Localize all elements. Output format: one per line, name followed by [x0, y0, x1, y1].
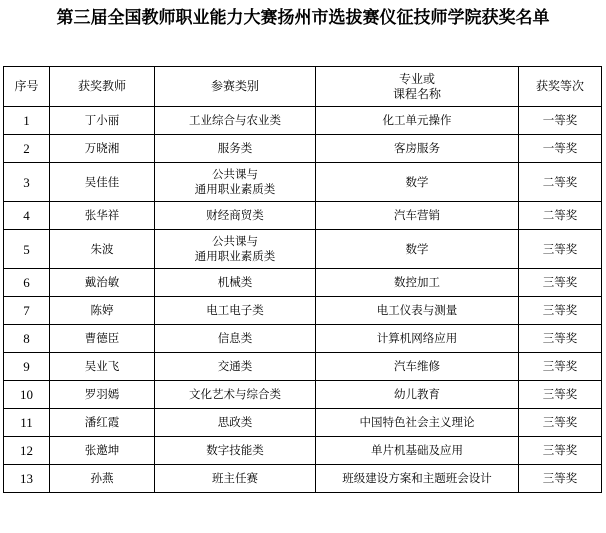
cell-teacher: 吴佳佳	[50, 163, 155, 202]
cell-award: 二等奖	[519, 163, 602, 202]
table-row	[4, 135, 602, 163]
cell-category-line1: 公共课与	[212, 167, 258, 181]
cell-category	[155, 163, 316, 202]
header-teacher: 获奖教师	[50, 67, 155, 107]
table-row	[4, 381, 602, 409]
cell-teacher: 陈婷	[50, 297, 155, 325]
cell-major: 数学	[316, 230, 519, 269]
cell-major: 班级建设方案和主题班会设计	[316, 465, 519, 493]
table-row	[4, 409, 602, 437]
cell-no: 6	[4, 269, 50, 297]
cell-teacher: 吴业飞	[50, 353, 155, 381]
cell-teacher: 罗羽嫣	[50, 381, 155, 409]
cell-category: 信息类	[155, 325, 316, 353]
cell-category	[155, 230, 316, 269]
cell-award: 三等奖	[519, 437, 602, 465]
cell-category: 数字技能类	[155, 437, 316, 465]
cell-no: 5	[4, 230, 50, 269]
table-row	[4, 107, 602, 135]
cell-major: 汽车营销	[316, 202, 519, 230]
cell-award: 一等奖	[519, 107, 602, 135]
header-major	[316, 67, 519, 107]
table-row	[4, 202, 602, 230]
cell-no: 8	[4, 325, 50, 353]
cell-no: 9	[4, 353, 50, 381]
header-category: 参赛类别	[155, 67, 316, 107]
award-list-table	[3, 66, 602, 493]
cell-teacher: 张华祥	[50, 202, 155, 230]
cell-award: 三等奖	[519, 353, 602, 381]
cell-award: 三等奖	[519, 269, 602, 297]
cell-award: 三等奖	[519, 381, 602, 409]
cell-category: 工业综合与农业类	[155, 107, 316, 135]
document-title: 第三届全国教师职业能力大赛扬州市选拔赛仪征技师学院获奖名单	[56, 8, 550, 28]
table-row	[4, 297, 602, 325]
cell-category: 服务类	[155, 135, 316, 163]
cell-category: 文化艺术与综合类	[155, 381, 316, 409]
cell-no: 7	[4, 297, 50, 325]
cell-award: 一等奖	[519, 135, 602, 163]
cell-major: 客房服务	[316, 135, 519, 163]
table-row	[4, 230, 602, 269]
cell-category-line2: 通用职业素质类	[194, 182, 276, 196]
cell-award: 二等奖	[519, 202, 602, 230]
cell-category: 电工电子类	[155, 297, 316, 325]
cell-no: 4	[4, 202, 50, 230]
header-major-line1: 专业或	[398, 71, 435, 86]
cell-no: 10	[4, 381, 50, 409]
table-row	[4, 353, 602, 381]
cell-major: 幼儿教育	[316, 381, 519, 409]
header-major-line2: 课程名称	[392, 86, 441, 101]
cell-teacher: 朱波	[50, 230, 155, 269]
cell-teacher: 丁小丽	[50, 107, 155, 135]
cell-no: 11	[4, 409, 50, 437]
cell-category-line2: 通用职业素质类	[194, 249, 276, 263]
table-row	[4, 437, 602, 465]
cell-major: 数学	[316, 163, 519, 202]
cell-award: 三等奖	[519, 465, 602, 493]
cell-teacher: 戴治敏	[50, 269, 155, 297]
cell-no: 13	[4, 465, 50, 493]
table-row	[4, 325, 602, 353]
table-header-row	[4, 67, 602, 107]
cell-category: 交通类	[155, 353, 316, 381]
cell-teacher: 潘红霞	[50, 409, 155, 437]
header-no: 序号	[4, 67, 50, 107]
cell-major: 电工仪表与测量	[316, 297, 519, 325]
cell-major: 计算机网络应用	[316, 325, 519, 353]
cell-teacher: 张邀坤	[50, 437, 155, 465]
cell-award: 三等奖	[519, 325, 602, 353]
cell-major: 化工单元操作	[316, 107, 519, 135]
cell-major: 数控加工	[316, 269, 519, 297]
cell-major: 单片机基础及应用	[316, 437, 519, 465]
cell-category-line1: 公共课与	[212, 234, 258, 248]
cell-no: 3	[4, 163, 50, 202]
cell-award: 三等奖	[519, 409, 602, 437]
cell-category: 思政类	[155, 409, 316, 437]
table-row	[4, 465, 602, 493]
cell-no: 2	[4, 135, 50, 163]
header-award: 获奖等次	[519, 67, 602, 107]
cell-major: 汽车维修	[316, 353, 519, 381]
cell-teacher: 曹德臣	[50, 325, 155, 353]
cell-teacher: 孙燕	[50, 465, 155, 493]
cell-no: 1	[4, 107, 50, 135]
cell-no: 12	[4, 437, 50, 465]
cell-category: 班主任赛	[155, 465, 316, 493]
cell-major: 中国特色社会主义理论	[316, 409, 519, 437]
cell-award: 三等奖	[519, 230, 602, 269]
table-row	[4, 269, 602, 297]
cell-category: 机械类	[155, 269, 316, 297]
cell-award: 三等奖	[519, 297, 602, 325]
cell-teacher: 万晓湘	[50, 135, 155, 163]
table-row	[4, 163, 602, 202]
cell-category: 财经商贸类	[155, 202, 316, 230]
